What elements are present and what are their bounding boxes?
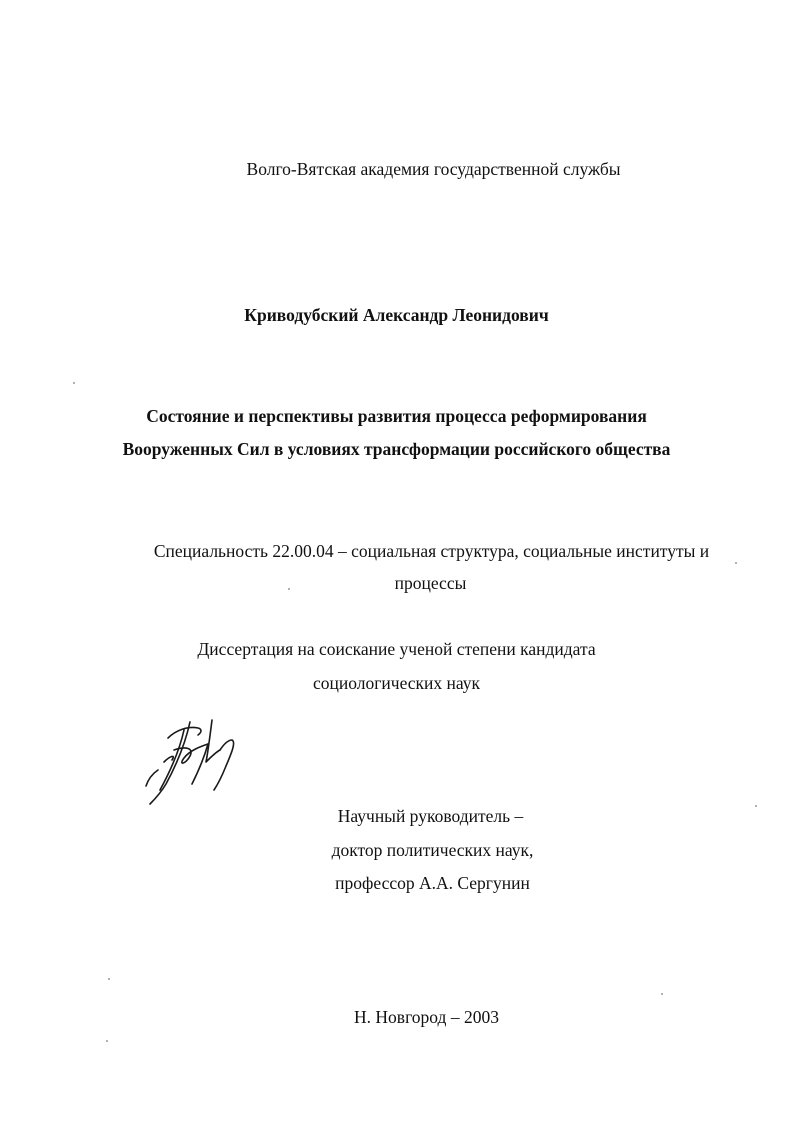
scan-speck: [735, 562, 737, 564]
specialty-line-2: процессы: [394, 573, 467, 593]
scan-speck: [661, 993, 663, 995]
thesis-title-line-1: Состояние и перспективы развития процесса реформирования: [146, 406, 647, 426]
degree-line-1: Диссертация на соискание ученой степени кандидата: [197, 639, 596, 659]
supervisor-line-2: доктор политических наук,: [331, 840, 534, 860]
scan-speck: [108, 978, 110, 980]
scan-speck: [106, 1040, 108, 1042]
author-name: Криводубский Александр Леонидович: [244, 305, 549, 325]
institution-name: Волго-Вятская академия государственной службы: [246, 159, 621, 179]
scan-speck: [73, 382, 75, 384]
handwritten-signature: [128, 700, 258, 810]
supervisor-line-3: профессор А.А. Сергунин: [335, 873, 530, 893]
specialty-line-1: Специальность 22.00.04 – социальная структура, социальные институты и: [153, 541, 710, 561]
city-year: Н. Новгород – 2003: [354, 1007, 499, 1027]
scan-speck: [288, 588, 290, 590]
thesis-title-line-2: Вооруженных Сил в условиях трансформации российского общества: [122, 439, 671, 459]
supervisor-line-1: Научный руководитель –: [337, 806, 524, 826]
scan-speck: [755, 805, 757, 807]
degree-line-2: социологических наук: [312, 673, 481, 693]
